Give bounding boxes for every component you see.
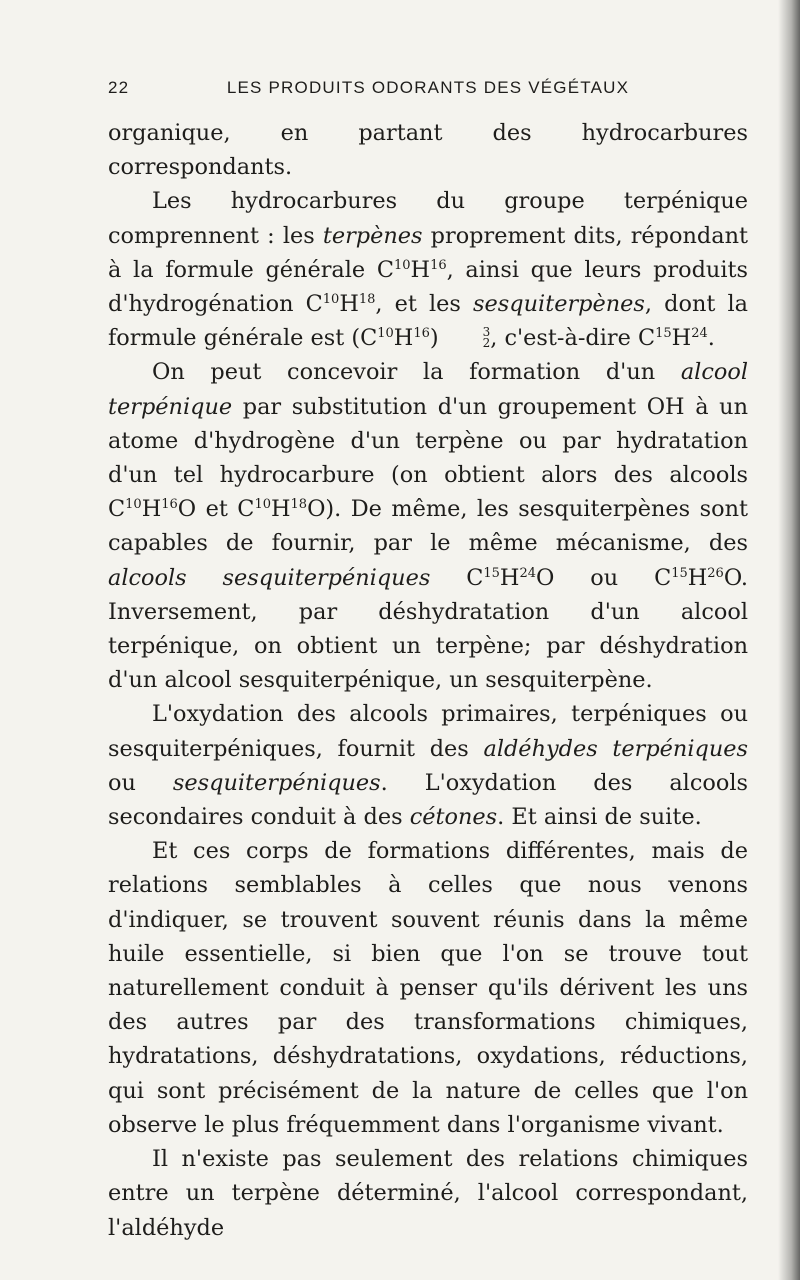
running-title: LES PRODUITS ODORANTS DES VÉGÉTAUX (226, 78, 630, 97)
formula-c15h26o: $C^{15}H^{26}O$ (654, 564, 741, 591)
term-sesquiterpenes: sesquiterpènes (473, 291, 645, 318)
paragraph-5: Et ces corps de formations différentes, mais de relations semblables à celles que nous venons d'indiquer, se trouvent souvent réunis dans la même huile essentielle, si bien que l'on se trouve tout naturellement conduit à penser qu'ils dérivent les uns des autres par des transformations chimiques, hydratations, déshydratations, oxydations, réductions, qui sont précisément de la nature de celles que l'on observe le plus fréquemment dans l'organisme vivant. (108, 838, 748, 1138)
formula-polymer: $(C^{10}H^{16})$ 3 2 (351, 325, 491, 352)
paragraph-4: L'oxydation des alcools primaires, terpéniques ou sesquiterpéniques, fournit des aldéhydes terpéniques ou sesquiterpéniques. L'oxydation des alcools secondaires conduit à des cétones. Et ainsi de suite. (108, 701, 748, 831)
term-alcools-sesquiterpeniques: alcools sesquiterpéniques (108, 564, 431, 591)
term-cetones: cétones (409, 804, 498, 831)
formula-c10h16o: $C^{10}H^{16}O$ (108, 496, 197, 523)
formula-c10h16: $C^{10}H^{16}$ (376, 256, 447, 283)
body-text (108, 116, 748, 1245)
term-alcool-terpenique: alcool terpénique (108, 359, 748, 420)
paragraph-2: Les hydrocarbures du groupe terpénique comprennent : les terpènes proprement dits, répondant à la formule générale $C^{10}H^{16}$, ainsi que leurs produits d'hydrogénation $C^{10}H^{18}$, et les sesquiterpènes, dont la formule générale est $(C^{10}H^{16})$ 3 2 , c'est-à-dire $C^{15}H^{24}$. (108, 188, 749, 352)
formula-c15h24: $C^{15}H^{24}$ (637, 325, 708, 352)
fraction-three-halves: 3 2 (482, 325, 491, 351)
paragraph-6: Il n'existe pas seulement des relations chimiques entre un terpène déterminé, l'alcool correspondant, l'aldéhyde (108, 1146, 748, 1241)
formula-c10h18o: $C^{10}H^{18}O$ (237, 496, 326, 523)
page-number: 22 (108, 78, 130, 97)
paragraph-3: On peut concevoir la formation d'un alcool terpénique par substitution d'un groupement OH à un atome d'hydrogène d'un terpène ou par hydratation d'un tel hydrocarbure (on obtient alors des alcools $C^{10}H^{16}O$ et $C^{10}H^{18}O$). De même, les sesquiterpènes sont capables de fournir, par le même mécanisme, des alcools sesquiterpéniques $C^{15}H^{24}O$ ou $C^{15}H^{26}O$. Inversement, par déshydratation d'un alcool terpénique, on obtient un terpène; par déshydration d'un alcool sesquiterpénique, un sesquiterpène. (108, 359, 748, 694)
term-aldehydes-terpeniques: aldéhydes terpéniques (483, 735, 748, 762)
paragraph-1: organique, en partant des hydrocarbures correspondants. (108, 120, 748, 181)
term-sesquiterpeniques: sesquiterpéniques (172, 769, 381, 796)
page-edge-shadow (778, 0, 800, 1280)
formula-c10h18: $C^{10}H^{18}$ (305, 291, 376, 318)
formula-c15h24o: $C^{15}H^{24}O$ (466, 564, 555, 591)
term-terpenes: terpènes (322, 222, 423, 249)
